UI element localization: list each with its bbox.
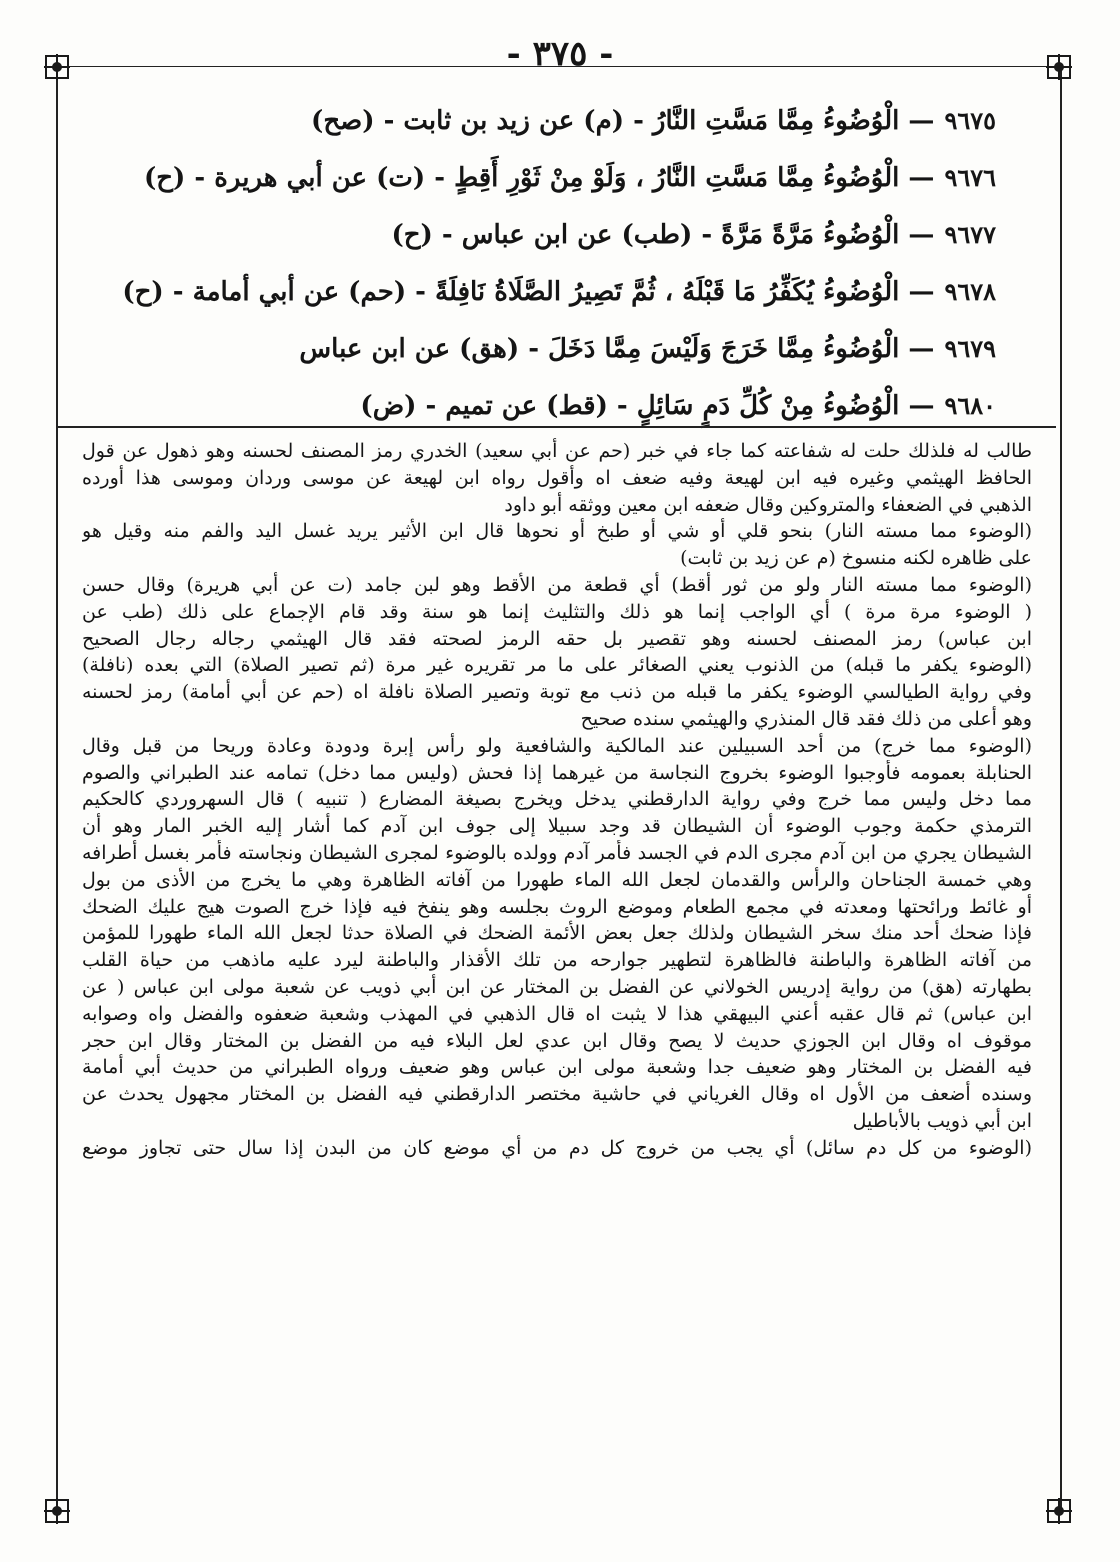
corner-ornament-icon <box>42 1496 72 1526</box>
commentary-line: فيه الفضل بن المختار وهو ضعيف جدا وشعبة مولى ابن عباس وهو ضعيف ورواه الطبراني من حديث أبي أمامة <box>82 1056 1032 1079</box>
hadith-entry <box>90 263 996 320</box>
commentary-line: الشيطان يجري من ابن آدم مجرى الدم في الجسد فأمر آدم وولده بالوضوء لمجرى الشيطان ونجاسته فأمر بغسل أطرافه <box>82 841 1032 864</box>
commentary-line: من آفاته الظاهرة والباطنة فالظاهرة لتطهير جوارحه من تلك الأقذار والباطنة ليرد عليه ماذهب من حياة القلب <box>82 949 1032 972</box>
commentary-line: ابن أبي ذويب بالأباطيل <box>852 1109 1032 1132</box>
commentary-line: الحافظ الهيثمي وغيره فيه ابن لهيعة وفيه ضعف اه وأقول رواه ابن لهيعة عن موسى وردان وموسى هذا أورده <box>82 466 1032 489</box>
section-divider <box>58 426 1056 428</box>
hadith-text: — الْوُضُوءُ مِمَّا مَسَّتِ النَّارُ - (م) عن زيد بن ثابت - (صح) <box>311 106 935 136</box>
corner-ornament-icon <box>42 52 72 82</box>
hadith-number: ٩٦٧٨ <box>944 277 996 306</box>
hadith-number: ٩٦٧٥ <box>944 106 996 135</box>
commentary-line: (الوضوء من كل دم سائل) أي يجب من خروج كل دم من أي موضع كان من البدن إذا سال حتى تجاوز موضع <box>82 1136 1032 1159</box>
commentary-line: وفي رواية الطيالسي الوضوء يكفر ما قبله من ذنب مع توبة وتصير الصلاة نافلة اه (حم عن أبي أمامة) رمز لحسنه <box>82 681 1032 704</box>
commentary-line: ابن عباس) ثم قال عقبه أعني البيهقي هذا لا يثبت اه قال الذهبي في المهذب وشعبة ضعفوه والفضل واه وصوابه <box>82 1002 1032 1025</box>
commentary-line: ابن عباس) رمز المصنف لحسنه وهو تقصير بل حقه الرمز لصحته فقد قال الهيثمي رجاله رجال الصحيح <box>82 627 1032 650</box>
hadith-text: — الْوُضُوءُ يُكَفِّرُ مَا قَبْلَهُ ، ثُمَّ تَصِيرُ الصَّلَاةُ نَافِلَةً - (حم) عن أبي أمامة - (ح) <box>122 277 935 307</box>
commentary-line: (الوضوء يكفر ما قبله) من الذنوب يعني الصغائر على ما مر تقريره غير مرة (ثم تصير الصلاة) التي بعده (نافلة) <box>82 654 1032 677</box>
hadith-number: ٩٦٧٩ <box>944 334 996 363</box>
hadith-text: — الْوُضُوءُ مِمَّا مَسَّتِ النَّارُ ، وَلَوْ مِنْ ثَوْرِ أَقِطٍ - (ت) عن أبي هريرة - (ح) <box>143 163 935 193</box>
commentary-line: مما دخل وليس مما خرج وفي رواية الدارقطني يدخل ويخرج بصيغة المضارع ( تنبيه ) قال السهروردي كالحكيم <box>82 788 1032 811</box>
hadith-text: — الْوُضُوءُ مَرَّةً مَرَّةً - (طب) عن ابن عباس - (ح) <box>391 220 935 250</box>
corner-ornament-icon <box>1044 52 1074 82</box>
commentary-line: الترمذي حكمة وجوب الوضوء أن الشيطان قد وجد سبيلا إلى جوف ابن آدم كما أشار إليه الخبر المار وهو أن <box>82 815 1032 838</box>
commentary-line: طالب له فلذلك حلت له شفاعته كما جاء في خبر (حم عن أبي سعيد) الخدري رمز المصنف لحسنه وهو ذهول عن قول <box>82 440 1032 462</box>
commentary-line: وهي خمسة الجناحان والرأس والقدمان لجعل الله الماء طهورا من آفاته الظاهرة وهي ما يخرج من الأذى من بول <box>82 868 1032 891</box>
commentary-line: موقوف اه وقال ابن الجوزي حديث لا يصح وقال ابن عدي لعل البلاء فيه من الفضل بن المختار وقال ابن حجر <box>82 1029 1032 1052</box>
hadith-text: — الْوُضُوءُ مِمَّا خَرَجَ وَلَيْسَ مِمَّا دَخَلَ - (هق) عن ابن عباس <box>299 334 935 364</box>
commentary-line: (الوضوء مما مسته النار ولو من ثور أقط) أي قطعة من الأقط وهو لبن جامد (ت عن أبي هريرة) وقال حسن <box>82 573 1032 596</box>
hadith-number: ٩٦٧٦ <box>944 163 996 192</box>
hadith-entry <box>90 92 996 149</box>
commentary-line: (الوضوء مما خرج) من أحد السبيلين عند المالكية والشافعية ولو رأس إبرة ودودة وعادة وريحا من قبل وقال <box>82 734 1032 757</box>
commentary-line: وسنده أضعف من الأول اه وقال الغرياني في حاشية مختصر الدارقطني فيه الفضل بن المختار مجهول يحدث عن <box>82 1083 1032 1106</box>
commentary-block <box>82 438 1032 1162</box>
hadith-number: ٩٦٧٧ <box>944 220 996 249</box>
commentary-line: (الوضوء مما مسته النار) بنحو قلي أو شي أو طبخ أو نحوها قال ابن الأثير يريد غسل اليد والفم منه وقيل هو <box>82 520 1032 543</box>
commentary-line: ( الوضوء مرة مرة ) أي الواجب إنما هو ذلك والتثليث إنما هو سنة وقد قام الإجماع على ذلك (طب عن <box>82 600 1032 623</box>
commentary-line: وهو أعلى من ذلك فقد قال المنذري والهيثمي سنده صحيح <box>580 707 1032 730</box>
commentary-line: أو غائط ورائحتها ومعدته في مجمع الطعام وموضع الروث بجلسه وهو ينفخ فيه فإذا خرج الصوت هيج عليك الضحك <box>82 895 1032 918</box>
hadith-number: ٩٦٨٠ <box>944 391 996 420</box>
hadith-entry <box>90 149 996 206</box>
commentary-line: الذهبي في الضعفاء والمتروكين وقال ضعفه ابن معين ووثقه أبو داود <box>504 493 1032 516</box>
hadith-entry <box>90 320 996 377</box>
commentary-line: الحنابلة بعمومه فأوجبوا الوضوء بخروج النجاسة من غيرهما إذا فحش (وليس مما دخل) تمامه عند الطبراني والصوم <box>82 761 1032 784</box>
commentary-line: فإذا ضحك أحد منك سخر الشيطان ولذلك جعل بعض الأئمة الضحك في الصلاة حدثا لجعل الله الماء طهورا للمؤمن <box>82 922 1032 945</box>
hadith-entry <box>90 206 996 263</box>
commentary-line: بطهارته (هق) من رواية إدريس الخولاني عن الفضل بن المختار عن ابن أبي ذويب عن شعبة مولى ابن عباس ( عن <box>82 975 1032 998</box>
hadith-entries <box>90 92 996 434</box>
hadith-text: — الْوُضُوءُ مِنْ كُلِّ دَمٍ سَائِلٍ - (قط) عن تميم - (ض) <box>360 391 935 421</box>
corner-ornament-icon <box>1044 1496 1074 1526</box>
commentary-line: على ظاهره لكنه منسوخ (م عن زيد بن ثابت) <box>680 547 1032 570</box>
page-number: - ٣٧٥ - <box>506 34 614 74</box>
